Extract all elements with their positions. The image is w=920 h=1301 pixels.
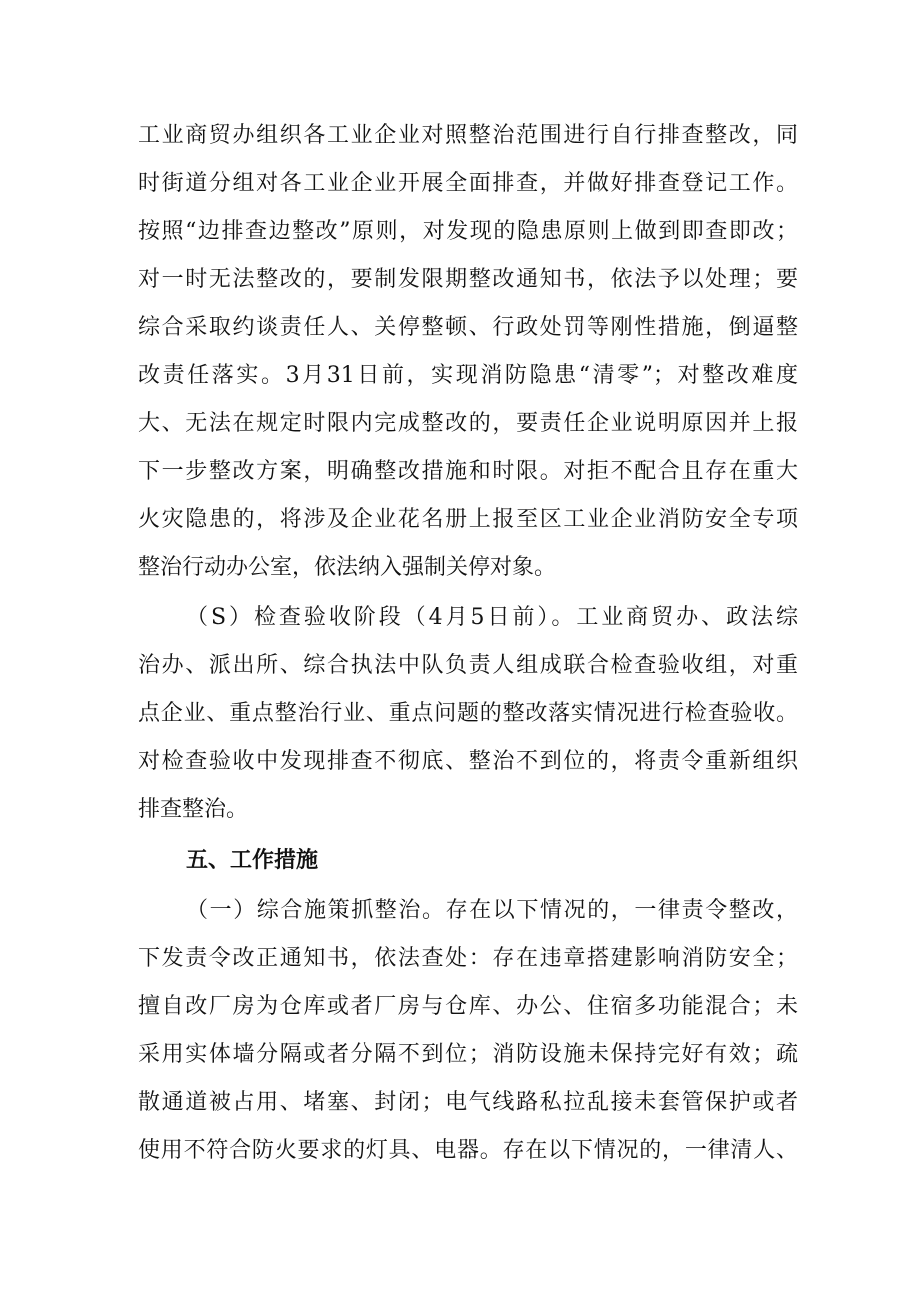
body-text-line: 下一步整改方案，明确整改措施和时限。对拒不配合且存在重大 — [138, 459, 798, 484]
body-text-line: （S）检查验收阶段（4月5日前）。工业商贸办、政法综 — [186, 605, 798, 630]
body-text-line: 改责任落实。3月31日前，实现消防隐患“清零”；对整改难度 — [138, 363, 798, 388]
body-text-line: 擅自改厂房为仓库或者厂房与仓库、办公、住宿多功能混合；未 — [138, 994, 798, 1019]
body-text-line: 对检查验收中发现排查不彻底、整治不到位的，将责令重新组织 — [138, 749, 798, 774]
body-text-line: 大、无法在规定时限内完成整改的，要责任企业说明原因并上报 — [138, 411, 798, 436]
body-text-line: 对一时无法整改的，要制发限期整改通知书，依法予以处理；要 — [138, 267, 798, 292]
section-heading: 五、工作措施 — [186, 848, 319, 873]
body-text-line: 排查整治。 — [138, 797, 249, 822]
body-text-line: 工业商贸办组织各工业企业对照整治范围进行自行排查整改，同 — [138, 123, 798, 148]
body-text-line: 采用实体墙分隔或者分隔不到位；消防设施未保持完好有效；疏 — [138, 1042, 798, 1067]
body-text-line: 时街道分组对各工业企业开展全面排查，并做好排查登记工作。 — [138, 171, 798, 196]
body-text-line: 整治行动办公室，依法纳入强制关停对象。 — [138, 555, 557, 580]
body-text-line: 按照“边排查边整改”原则，对发现的隐患原则上做到即查即改； — [138, 219, 798, 244]
body-text-line: 点企业、重点整治行业、重点问题的整改落实情况进行检查验收。 — [138, 701, 798, 726]
body-text-line: 下发责令改正通知书，依法查处：存在违章搭建影响消防安全； — [138, 946, 798, 971]
body-text-line: （一）综合施策抓整治。存在以下情况的，一律责令整改， — [186, 898, 798, 923]
body-text-line: 散通道被占用、堵塞、封闭；电气线路私拉乱接未套管保护或者 — [138, 1090, 798, 1115]
body-text-line: 综合采取约谈责任人、关停整顿、行政处罚等刚性措施，倒逼整 — [138, 315, 798, 340]
body-text-line: 使用不符合防火要求的灯具、电器。存在以下情况的，一律清人、 — [138, 1138, 798, 1163]
body-text-line: 火灾隐患的，将涉及企业花名册上报至区工业企业消防安全专项 — [138, 507, 798, 532]
body-text-line: 治办、派出所、综合执法中队负责人组成联合检查验收组，对重 — [138, 653, 798, 678]
